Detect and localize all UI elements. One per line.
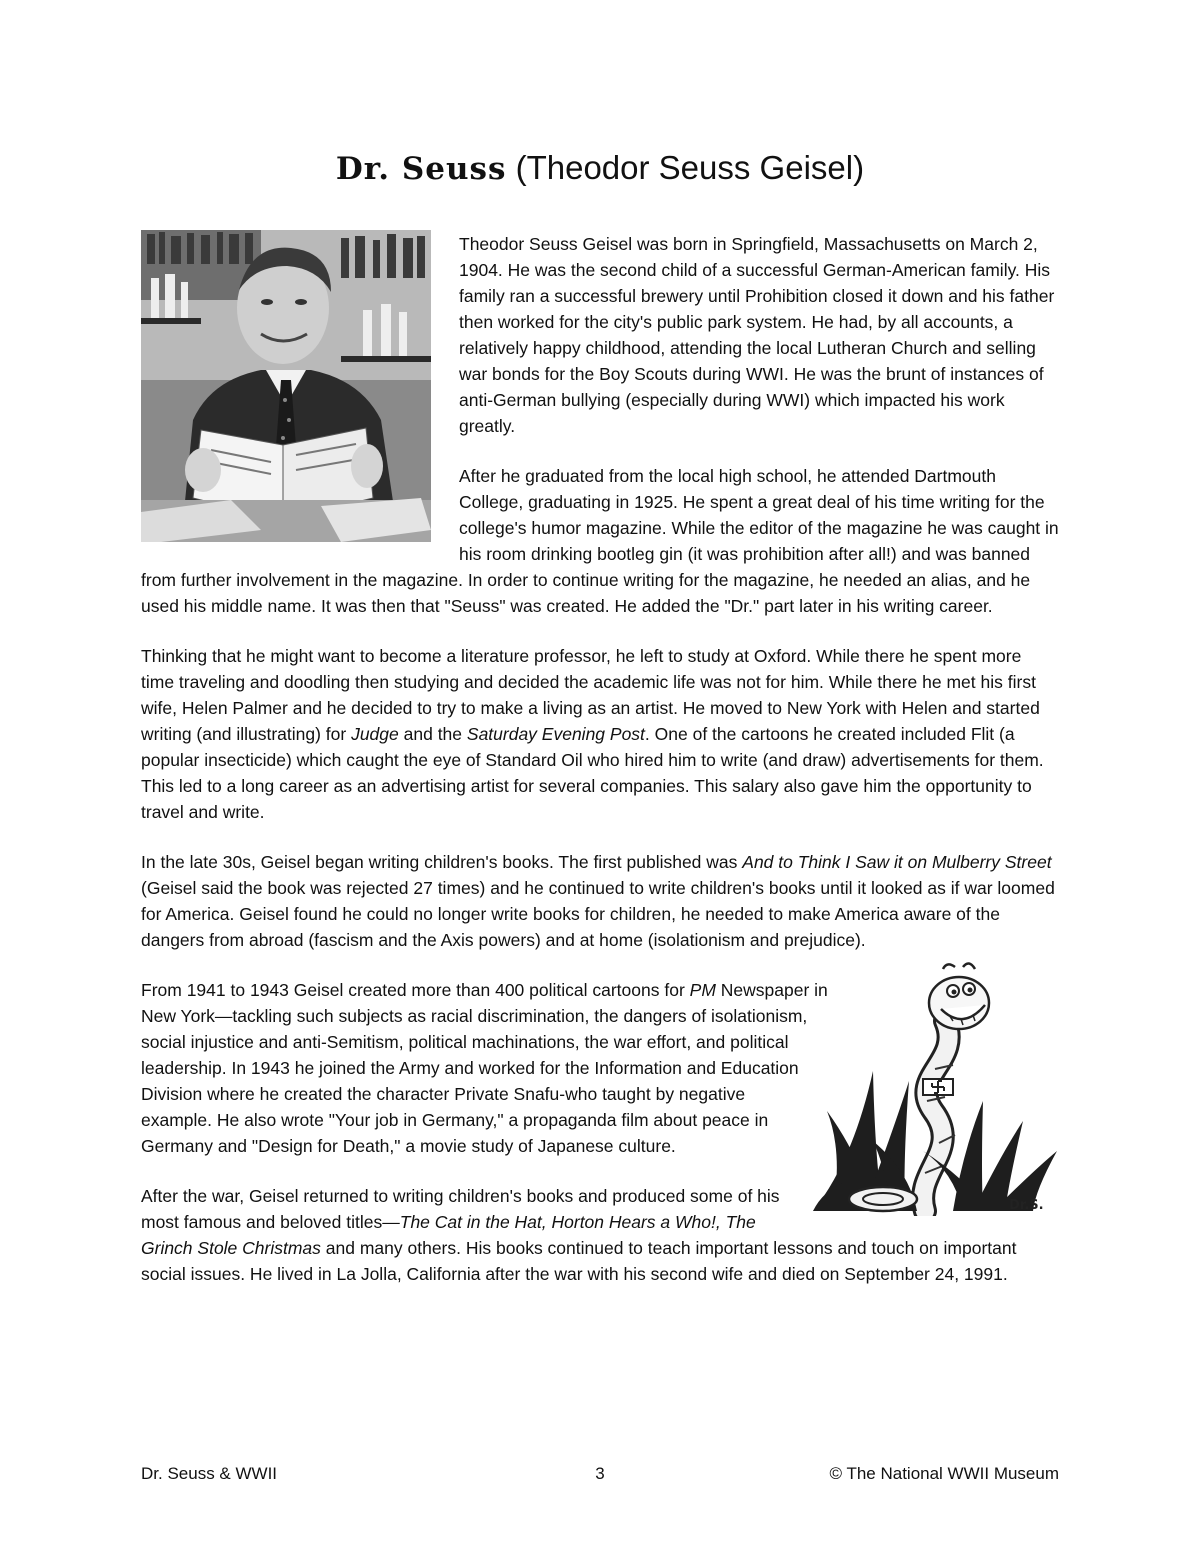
footer-document-title: Dr. Seuss & WWII <box>141 1464 278 1483</box>
footer-page-number: 3 <box>595 1464 605 1483</box>
paragraph-political-cartoons-text-2: Newspaper in New York—tackling such subjects as racial discrimination, the dangers of isolationism, social injustice and anti-Semitism, political machinations, the war effort, and political leadership. In 1943 he joined the Army and worked for the Information and Education Division where he created the character Private Snafu-who taught by negative example. He also wrote "Your job in Germany," a propaganda film about peace in Germany and "Design for Death," a movie study of Japanese culture. <box>141 980 828 1156</box>
footer-copyright: © The National WWII Museum <box>829 1464 1059 1483</box>
title-brand: Dr. Seuss <box>335 151 507 187</box>
paragraph-political-cartoons-text-1: From 1941 to 1943 Geisel created more than 400 political cartoons for <box>141 980 690 1000</box>
paragraph-college: After he graduated from the local high school, he attended Dartmouth College, graduating in 1925. He spent a great deal of his time writing for the college's humor magazine. While the editor of the magazine he was caught in his room drinking bootleg gin (it was prohibition after all!) and was banned from further involvement in the magazine. In order to continue writing for the magazine, he needed an alias, and he used his middle name. It was then that "Seuss" was created. He added the "Dr." part later in his writing career. <box>141 466 1059 616</box>
famous-titles: The Cat in the Hat, Horton Hears a Who!, The Grinch Stole Christmas <box>141 1212 756 1258</box>
worm-cartoon <box>813 961 1059 1216</box>
article-body <box>141 231 1059 1311</box>
paragraph-early-life: Theodor Seuss Geisel was born in Springfield, Massachusetts on March 2, 1904. He was the second child of a successful German-American family. His family ran a successful brewery until Prohibition closed it down and his father then worked for the city's public park system. He had, by all accounts, a relatively happy childhood, attending the local Lutheran Church and selling war bonds for the Boy Scouts during WWI. He was the brunt of instances of anti-German bullying (especially during WWI) which impacted his work greatly. <box>459 234 1055 436</box>
paragraph-after-war-text-1: After the war, Geisel returned to writing children's books and produced some of his most famous and beloved titles— <box>141 1186 780 1232</box>
saturday-evening-post-title: Saturday Evening Post <box>466 724 645 744</box>
page-title <box>0 148 1200 189</box>
paragraph-oxford <box>141 643 1059 825</box>
paragraph-oxford-text-3: . One of the cartoons he created included Flit (a popular insecticide) which caught the eye of Standard Oil who hired him to write (and draw) advertisements for them. This led to a long career as an advertising artist for several companies. This salary also gave him the opportunity to travel and write. <box>141 724 1044 822</box>
judge-title: Judge <box>351 724 399 744</box>
portrait-photo <box>141 230 431 542</box>
pm-newspaper-title: PM <box>689 980 716 1000</box>
paragraph-childrens-books <box>141 849 1059 953</box>
mulberry-street-title: And to Think I Saw it on Mulberry Street <box>742 852 1052 872</box>
paragraph-childrens-books-text-1: In the late 30s, Geisel began writing children's books. The first published was <box>141 852 743 872</box>
paragraph-oxford-text-1: Thinking that he might want to become a literature professor, he left to study at Oxford. While there he spent more time traveling and doodling then studying and decided the academic life was not for him. While there he met his first wife, Helen Palmer and he decided to try to make a living as an artist. He moved to New York with Helen and started writing (and illustrating) for <box>141 646 1040 744</box>
title-subtitle: (Theodor Seuss Geisel) <box>515 149 865 186</box>
paragraph-childrens-books-text-2: (Geisel said the book was rejected 27 times) and he continued to write children's books until it looked as if war loomed for America. Geisel found he could no longer write books for children, he needed to make America aware of the dangers from abroad (fascism and the Axis powers) and at home (isolationism and prejudice). <box>141 878 1055 950</box>
cartoon-signature: Dr.S. <box>1009 1198 1044 1213</box>
paragraph-after-war-text-2: and many others. His books continued to teach important lessons and touch on important social issues. He lived in La Jolla, California after the war with his second wife and died on September 24, 1991. <box>141 1238 1017 1284</box>
paragraph-oxford-text-2: and the <box>398 724 467 744</box>
